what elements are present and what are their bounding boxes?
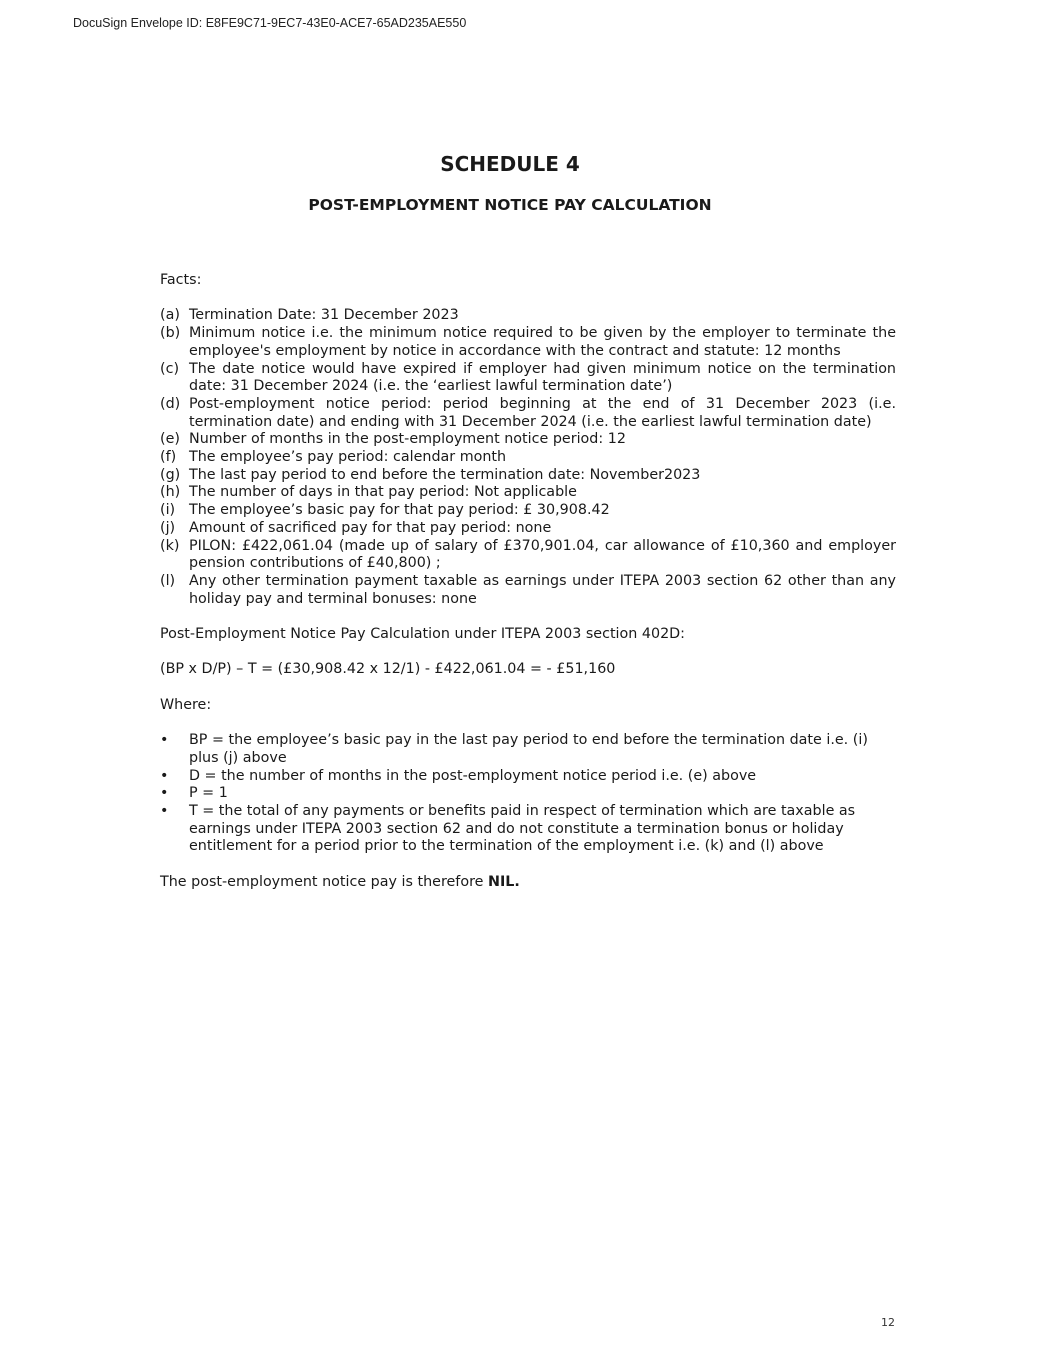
fact-label: (f) xyxy=(160,449,177,466)
fact-label: (j) xyxy=(160,519,176,536)
conclusion-text: The post-employment notice pay is therefore xyxy=(160,873,488,890)
where-heading: Where: xyxy=(160,696,212,713)
bullet-icon: • xyxy=(160,803,169,820)
fact-text: Any other termination payment taxable as earnings under ITEPA 2003 section 62 other than any holiday pay and terminal bonuses: none xyxy=(189,572,896,607)
bullet-icon: • xyxy=(160,732,169,749)
definition-text: P = 1 xyxy=(189,785,228,802)
fact-label: (l) xyxy=(160,572,176,589)
fact-item-h xyxy=(160,484,896,502)
conclusion-value: NIL. xyxy=(487,873,520,890)
facts-list xyxy=(160,307,896,608)
calculation-heading: Post-Employment Notice Pay Calculation under ITEPA 2003 section 402D: xyxy=(160,626,685,643)
fact-item-f xyxy=(160,449,896,467)
fact-item-l xyxy=(160,573,896,608)
fact-item-b xyxy=(160,325,896,360)
bullet-icon: • xyxy=(160,785,169,802)
definition-p xyxy=(160,785,896,803)
definition-bp xyxy=(160,732,896,767)
fact-text: Amount of sacrificed pay for that pay period: none xyxy=(189,519,552,536)
fact-label: (e) xyxy=(160,431,180,448)
page-subtitle: POST-EMPLOYMENT NOTICE PAY CALCULATION xyxy=(308,196,712,214)
fact-item-j xyxy=(160,520,896,538)
fact-text: Post-employment notice period: period beginning at the end of 31 December 2023 (i.e. termination date) and ending with 31 December 2024 (i.e. the earliest lawful termination date) xyxy=(189,395,896,430)
fact-label: (k) xyxy=(160,537,180,554)
fact-item-d xyxy=(160,396,896,431)
fact-item-k xyxy=(160,538,896,573)
fact-text: PILON: £422,061.04 (made up of salary of £370,901.04, car allowance of £10,360 and employer pension contributions of £40,800) ; xyxy=(189,537,896,572)
fact-text: The number of days in that pay period: Not applicable xyxy=(189,484,577,501)
definitions-list xyxy=(160,732,896,856)
definition-t xyxy=(160,803,896,856)
fact-label: (i) xyxy=(160,502,176,519)
fact-text: The last pay period to end before the termination date: November2023 xyxy=(189,466,701,483)
fact-label: (a) xyxy=(160,307,180,324)
fact-text: Number of months in the post-employment notice period: 12 xyxy=(189,431,626,448)
fact-label: (b) xyxy=(160,325,181,342)
definition-d xyxy=(160,768,896,786)
definition-text: BP = the employee’s basic pay in the last pay period to end before the termination date i.e. (i) plus (j) above xyxy=(189,732,868,766)
document-body xyxy=(160,272,896,892)
page-number: 12 xyxy=(881,1316,895,1329)
definition-text: D = the number of months in the post-employment notice period i.e. (e) above xyxy=(189,767,757,784)
fact-item-e xyxy=(160,431,896,449)
fact-label: (d) xyxy=(160,395,181,412)
page-title: SCHEDULE 4 xyxy=(440,152,580,176)
fact-text: The employee’s pay period: calendar month xyxy=(189,449,507,466)
bullet-icon: • xyxy=(160,767,169,784)
conclusion xyxy=(160,874,896,892)
fact-text: The date notice would have expired if employer had given minimum notice on the termination date: 31 December 2024 (i.e. the ‘earliest lawful termination date’) xyxy=(189,360,896,395)
fact-text: Termination Date: 31 December 2023 xyxy=(189,307,459,324)
fact-text: Minimum notice i.e. the minimum notice required to be given by the employer to terminate the employee's employment by notice in accordance with the contract and statute: 12 months xyxy=(189,325,896,359)
fact-item-c xyxy=(160,361,896,396)
fact-item-i xyxy=(160,502,896,520)
envelope-id: DocuSign Envelope ID: E8FE9C71-9EC7-43E0-ACE7-65AD235AE550 xyxy=(73,16,467,30)
fact-label: (h) xyxy=(160,484,181,501)
fact-text: The employee’s basic pay for that pay period: £ 30,908.42 xyxy=(189,502,610,519)
definition-text: T = the total of any payments or benefits paid in respect of termination which are taxable as earnings under ITEPA 2003 section 62 and do not constitute a termination bonus or holiday entitlement for a period prior to the termination of the employment i.e. (k) and (l) above xyxy=(189,803,856,855)
fact-item-a xyxy=(160,307,896,325)
calculation-formula: (BP x D/P) – T = (£30,908.42 x 12/1) - £422,061.04 = - £51,160 xyxy=(160,661,616,678)
fact-label: (g) xyxy=(160,466,181,483)
facts-heading: Facts: xyxy=(160,272,202,288)
fact-item-g xyxy=(160,467,896,485)
fact-label: (c) xyxy=(160,360,180,377)
